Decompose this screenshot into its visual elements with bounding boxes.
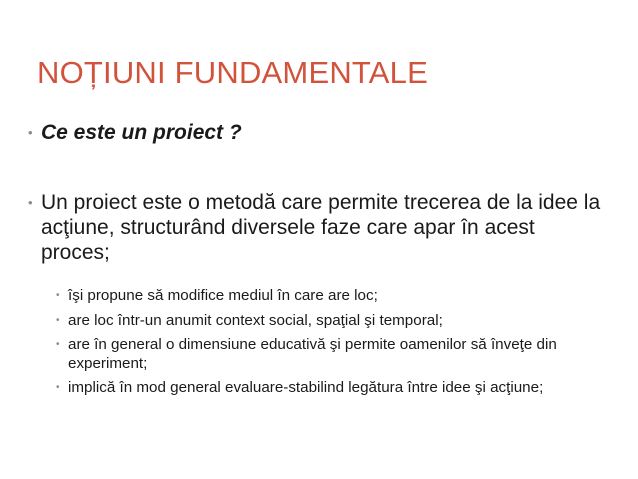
slide-title: NOȚIUNI FUNDAMENTALE: [37, 55, 428, 90]
bullet-marker: •: [28, 125, 33, 140]
sub-bullet-1: [56, 286, 596, 305]
sub-bullet-text: îşi propune să modifice mediul în care are loc;: [68, 287, 378, 304]
sub-bullet-text: are loc într-un anumit context social, spaţial şi temporal;: [68, 312, 443, 329]
sub-bullet-marker: •: [56, 339, 60, 350]
bullet-text: Ce este un proiect ?: [41, 121, 242, 144]
sub-bullet-marker: •: [56, 315, 60, 326]
sub-bullet-text: implică în mod general evaluare-stabilind legătura între idee şi acţiune;: [68, 379, 544, 396]
bullet-marker: •: [28, 195, 33, 210]
bullet-text: Un proiect este o metodă care permite trecerea de la idee la acţiune, structurând diversele faze care apar în acest proces;: [41, 191, 601, 264]
sub-bullet-marker: •: [56, 290, 60, 301]
bullet-definition: [28, 190, 608, 265]
sub-bullet-3: [56, 335, 596, 373]
sub-bullet-4: [56, 378, 596, 397]
sub-bullet-text: are în general o dimensiune educativă şi permite oamenilor să înveţe din experiment;: [68, 336, 557, 372]
bullet-question: [28, 120, 608, 145]
sub-bullet-2: [56, 311, 596, 330]
sub-bullet-marker: •: [56, 382, 60, 393]
